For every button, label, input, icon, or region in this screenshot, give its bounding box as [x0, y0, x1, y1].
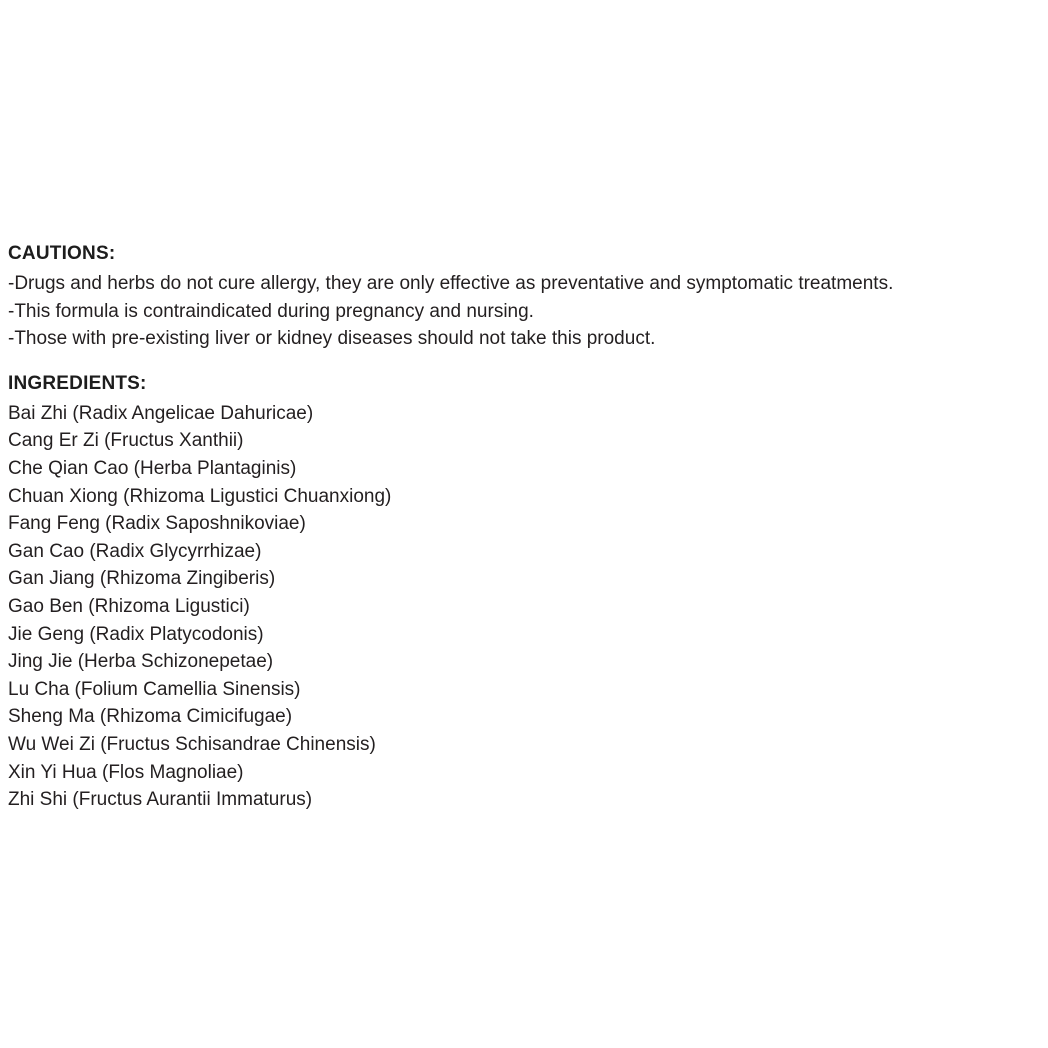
list-item: Cang Er Zi (Fructus Xanthii) — [8, 430, 244, 452]
list-item: Xin Yi Hua (Flos Magnoliae) — [8, 761, 244, 783]
list-item: Chuan Xiong (Rhizoma Ligustici Chuanxiong) — [8, 485, 392, 507]
ingredients-section — [8, 370, 1040, 814]
list-item: Gan Cao (Radix Glycyrrhizae) — [8, 540, 262, 562]
list-item: Zhi Shi (Fructus Aurantii Immaturus) — [8, 789, 313, 811]
caution-line: -Drugs and herbs do not cure allergy, they are only effective as preventative and symptomatic treatments. — [8, 273, 894, 294]
section-spacer — [8, 353, 1040, 370]
cautions-heading: CAUTIONS: — [8, 243, 116, 264]
caution-line: -This formula is contraindicated during pregnancy and nursing. — [8, 300, 534, 322]
list-item: Jie Geng (Radix Platycodonis) — [8, 623, 264, 645]
list-item: Wu Wei Zi (Fructus Schisandrae Chinensis) — [8, 733, 376, 755]
list-item: Gao Ben (Rhizoma Ligustici) — [8, 595, 250, 617]
list-item: Bai Zhi (Radix Angelicae Dahuricae) — [8, 402, 314, 424]
ingredients-heading: INGREDIENTS: — [8, 372, 147, 394]
caution-line: -Those with pre-existing liver or kidney diseases should not take this product. — [8, 328, 656, 350]
list-item: Che Qian Cao (Herba Plantaginis) — [8, 457, 297, 479]
list-item: Lu Cha (Folium Camellia Sinensis) — [8, 678, 301, 700]
list-item: Fang Feng (Radix Saposhnikoviae) — [8, 513, 306, 535]
cautions-section — [8, 240, 1040, 353]
label-text-content — [8, 240, 1040, 814]
list-item: Sheng Ma (Rhizoma Cimicifugae) — [8, 706, 293, 728]
list-item: Jing Jie (Herba Schizonepetae) — [8, 651, 274, 673]
list-item: Gan Jiang (Rhizoma Zingiberis) — [8, 568, 276, 590]
